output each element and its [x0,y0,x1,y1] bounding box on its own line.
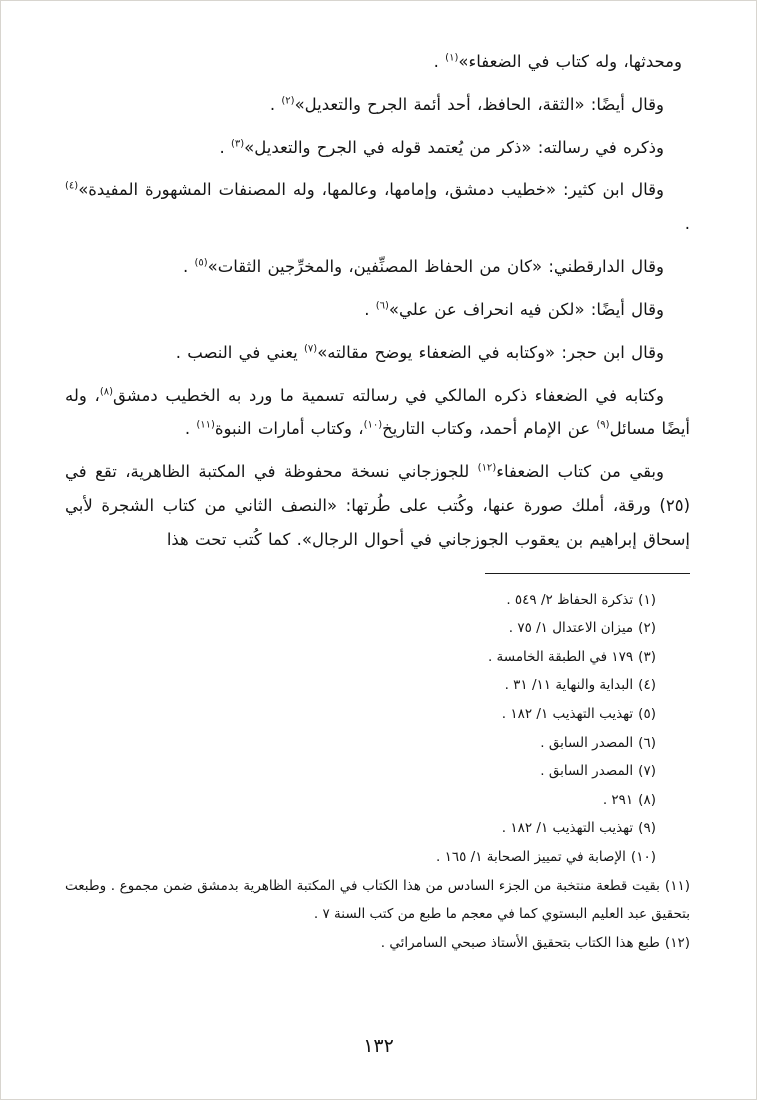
text-run: للجوزجاني نسخة محفوظة في المكتبة الظاهرية، تقع في (٢٥) ورقة، أملك صورة عنها، وكُتب على طُرتها: «النصف الثاني من كتاب الشجرة لأبي إسحاق إبراهيم بن يعقوب الجوزجاني في أحوال الرجال». كما كُتب تحت هذا [65,462,690,549]
footnote-ref: (٨) [99,386,114,397]
paragraph [65,250,690,284]
paragraph [65,455,690,556]
footnote-text: ميزان الاعتدال ١/ ٧٥ . [508,620,634,637]
footnote-marker: (٦) [638,734,656,751]
footnote-item [65,929,690,958]
footnote-item [65,671,690,700]
footnote-text: تهذيب التهذيب ١/ ١٨٢ . [501,706,634,722]
footnote-ref: (١١) [196,419,215,431]
paragraph [65,379,690,447]
text-run: . [364,299,376,319]
footnote-marker: (١٠) [630,849,656,866]
text-run: ومحدثها، وله كتاب في الضعفاء» [458,52,682,71]
text-run: وقال ابن حجر: «وكتابه في الضعفاء يوضح مقالته» [317,342,664,362]
footnote-marker: (٢) [638,620,656,637]
footnote-marker: (٥) [638,706,656,722]
text-run: ، وكتاب أمارات النبوة [214,419,364,439]
footnote-item [65,872,690,929]
paragraph [65,131,690,165]
footnote-ref: (١٠) [363,419,383,431]
main-text [65,45,690,557]
footnote-item [65,614,690,643]
footnote-text: ٢٩١ . [602,791,634,808]
footnote-marker: (٧) [638,763,656,780]
footnote-marker: (١) [638,591,656,608]
footnote-item [65,643,690,672]
footnote-ref: (٢) [281,95,295,107]
footnote-text: ١٧٩ في الطبقة الخامسة . [487,648,634,665]
footnote-marker: (٩) [638,820,656,837]
footnote-text: بقيت قطعة منتخبة من الجزء السادس من هذا الكتاب في المكتبة الظاهرية بدمشق ضمن مجموع . وطبعت بتحقيق عبد العليم البستوي كما في معجم ما طبع من كتب السنة ٧ . [65,877,690,923]
text-run: وقال أيضًا: «الثقة، الحافظ، أحد أئمة الجرح والتعديل» [294,94,664,114]
paragraph [65,293,690,327]
text-run: وقال أيضًا: «لكن فيه انحراف عن علي» [388,299,664,319]
paragraph [65,336,690,370]
paragraph [65,88,690,122]
paragraph [65,173,690,241]
footnote-marker: (٤) [638,677,656,694]
footnote-text: الإصابة في تمييز الصحابة ١/ ١٦٥ . [436,849,626,866]
text-run: . [182,257,195,277]
footnote-marker: (٨) [638,791,656,808]
footnote-item [65,843,690,872]
text-run: . [219,137,231,157]
footnote-ref: (٣) [230,138,245,150]
footnote-ref: (٤) [65,180,79,192]
footnotes-list [65,586,690,958]
footnote-text: تهذيب التهذيب ١/ ١٨٢ . [501,820,634,837]
footnote-ref: (٥) [194,257,208,269]
footnote-text: المصدر السابق . [540,763,634,780]
footnote-item [65,757,690,786]
footnote-text: طبع هذا الكتاب بتحقيق الأستاذ صبحي السامرائي . [380,934,660,951]
footnote-ref: (٧) [304,343,318,355]
footnote-item [65,586,690,615]
footnote-text: تذكرة الحفاظ ٢/ ٥٤٩ . [506,591,634,608]
text-run: يعني في النصب . [175,342,305,362]
footnote-ref: (٩) [596,419,610,431]
text-run: عن الإمام أحمد، وكتاب التاريخ [382,419,597,439]
footnote-text: المصدر السابق . [540,734,634,751]
footnote-marker: (١٢) [664,934,690,951]
footnote-ref: (١) [445,52,459,64]
text-run: . [269,94,282,114]
text-run: وذكره في رسالته: «ذكر من يُعتمد قوله في الجرح والتعديل» [244,137,664,157]
text-run: . [433,52,446,71]
footnote-marker: (١١) [664,877,690,894]
paragraph [65,45,690,79]
text-run: ، وله أيضًا مسائل [65,385,690,439]
text-run: وبقي من كتاب الضعفاء [496,462,664,482]
footnote-item [65,729,690,758]
text-run: وقال ابن كثير: «خطيب دمشق، وإمامها، وعالمها، وله المصنفات المشهورة المفيدة» [78,180,664,200]
page-number: ١٣٢ [363,1035,394,1057]
footnote-item [65,700,690,729]
footnote-ref: (١٢) [477,462,497,474]
text-run: وكتابه في الضعفاء ذكره المالكي في رسالته تسمية ما ورد به الخطيب دمشق [113,385,664,405]
text-run: وقال الدارقطني: «كان من الحفاظ المصنِّفين، والمخرِّجين الثقات» [207,257,664,277]
text-run: . [184,419,197,439]
footnote-item [65,786,690,815]
text-run: . [684,214,690,234]
footnote-separator [485,573,690,574]
footnote-text: البداية والنهاية ١١/ ٣١ . [504,677,634,694]
footnote-marker: (٣) [638,648,656,665]
footnote-item [65,814,690,843]
footnote-ref: (٦) [375,300,389,312]
